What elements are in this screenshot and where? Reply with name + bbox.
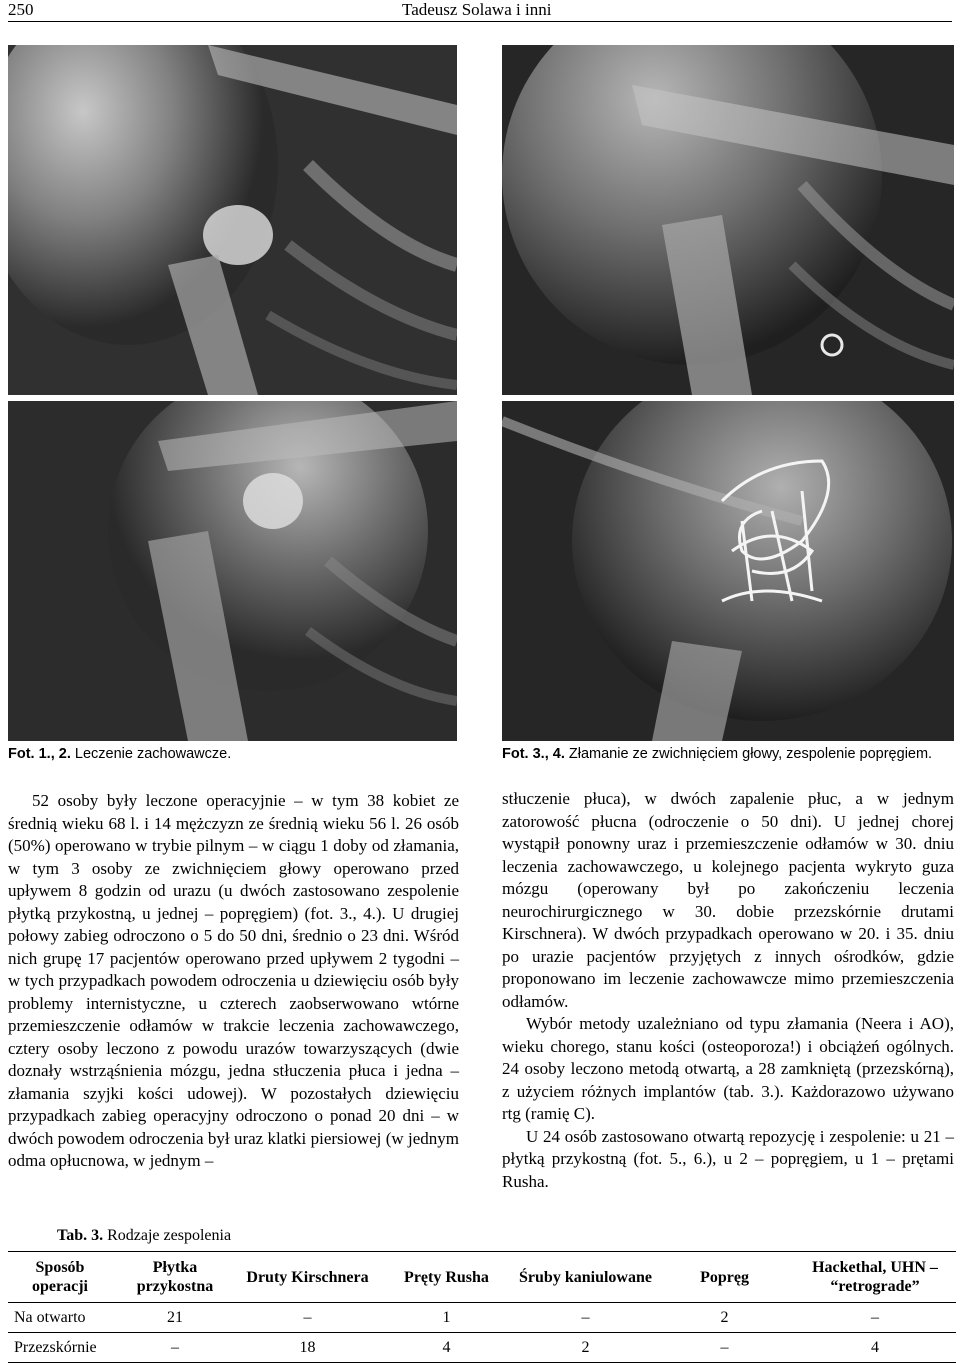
figure-caption-left-text: Leczenie zachowawcze. — [74, 746, 232, 762]
table-cell: 4 — [377, 1333, 516, 1363]
table-header-cell: Druty Kirschnera — [238, 1252, 377, 1303]
table-cell: – — [238, 1303, 377, 1333]
xray-image-4 — [502, 401, 954, 741]
table-cell: 2 — [655, 1303, 794, 1333]
table-cell: – — [794, 1303, 956, 1333]
table-cell: 4 — [794, 1333, 956, 1363]
figure-caption-right-label: Fot. 3., 4. — [502, 746, 565, 762]
paragraph: 52 osoby były leczone operacyjnie – w tym 38 kobiet ze średnią wieku 68 l. i 14 mężczyzn ze średnią wieku 56 l. 26 osób (50%) operowano w trybie pilnym – w ciągu 1 doby od złamania, w tym 3 osoby ze zwichnięciem głowy operowano przed upływem 8 godzin od urazu (u dwóch zastosowano zespolenie płytką przykostną, u jednej – popręgiem) (fot. 3., 4.). U drugiej połowy zabieg odroczono o 5 do 50 dni, średnio o 23 dni. Wśród nich grupę 17 pacjentów operowano przed upływem 2 tygodni – w tych przypadkach powodem odroczenia u dziewięciu osób były problemy internistyczne, u czterech zaobserwowano wtórne przemieszczenie odłamów w trakcie leczenia zachowawczego, cztery osoby leczono z powodu urazów towarzyszących (dwie doznały wstrząśnienia mózgu, jedna stłuczenia płuca i jedna – złamania szyjki kości udowej). W pozostałych dziewięciu przypadkach zabieg operacyjny odroczono o ponad 20 dni – w dwóch powodem odroczenia był uraz klatki piersiowej (w jednym odma opłucnowa, w jednym – — [8, 791, 459, 1170]
table-row — [8, 1303, 956, 1333]
table-cell: Na otwarto — [8, 1303, 112, 1333]
table-header-cell: Sposób operacji — [8, 1252, 112, 1303]
table-cell: 21 — [112, 1303, 238, 1333]
xray-image-3 — [502, 45, 954, 395]
figure-caption-right-text: Złamanie ze zwichnięciem głowy, zespolenie popręgiem. — [568, 746, 933, 762]
paragraph: Wybór metody uzależniano od typu złamania (Neera i AO), wieku chorego, stanu kości (osteoporoza!) i obciążeń ogólnych. 24 osoby leczono metodą otwartą, a 28 zamkniętą (przezskórną), z użyciem różnych implantów (tab. 3.). Każdorazowo używano rtg (ramię C). — [502, 1014, 954, 1123]
table-label: Tab. 3. — [57, 1227, 104, 1244]
running-title: Tadeusz Solawa i inni — [402, 0, 552, 19]
header-rule — [8, 21, 952, 22]
table-cell: – — [112, 1333, 238, 1363]
page-header — [8, 0, 952, 22]
xray-image-2 — [8, 401, 457, 741]
paragraph: stłuczenie płuca), w dwóch zapalenie płuc, a w jednym zatorowość płucna (odroczenie o 50 dni). U jednej chorej wystąpił ponowny uraz i przemieszczenie odłamów w 30. dniu leczenia zachowawczego, u kolejnego pacjenta wykryto guza mózgu (operowany był po zakończeniu leczenia neurochirurgicznego w 30. dobie przezskórnie drutami Kirschnera). W dwóch przypadkach operowano w 20. i 35. dniu po urazie pacjentów przyjętych z innych ośrodków, gdzie proponowano im leczenie zachowawcze mimo przemieszczenia odłamów. — [502, 789, 954, 1011]
page-number: 250 — [8, 0, 34, 19]
figure-caption-right — [502, 746, 932, 762]
table-cell: Przezskórnie — [8, 1333, 112, 1363]
table-cell: – — [516, 1303, 655, 1333]
left-text-column — [8, 790, 459, 1173]
paragraph: U 24 osób zastosowano otwartą repozycję i zespolenie: u 21 – płytką przykostną (fot. 5., 6.), u 2 – popręgiem, u 1 – prętami Rusha. — [502, 1126, 954, 1191]
table-header-cell: Śruby kaniulowane — [516, 1252, 655, 1303]
table-header-cell: Popręg — [655, 1252, 794, 1303]
table-title — [57, 1227, 231, 1245]
table-header-cell: Płytka przykostna — [112, 1252, 238, 1303]
figure-caption-left-label: Fot. 1., 2. — [8, 746, 71, 762]
table-caption: Rodzaje zespolenia — [107, 1227, 232, 1244]
table-header-cell: Hackethal, UHN – “retrograde” — [794, 1252, 956, 1303]
table-cell: 18 — [238, 1333, 377, 1363]
table-header-row — [8, 1252, 956, 1303]
table-cell: – — [655, 1333, 794, 1363]
xray-image-1 — [8, 45, 457, 395]
figure-caption-left — [8, 746, 231, 762]
fixation-types-table — [8, 1251, 956, 1363]
table-row — [8, 1333, 956, 1363]
right-text-column — [502, 788, 954, 1193]
table-cell: 2 — [516, 1333, 655, 1363]
table-cell: 1 — [377, 1303, 516, 1333]
table-header-cell: Pręty Rusha — [377, 1252, 516, 1303]
